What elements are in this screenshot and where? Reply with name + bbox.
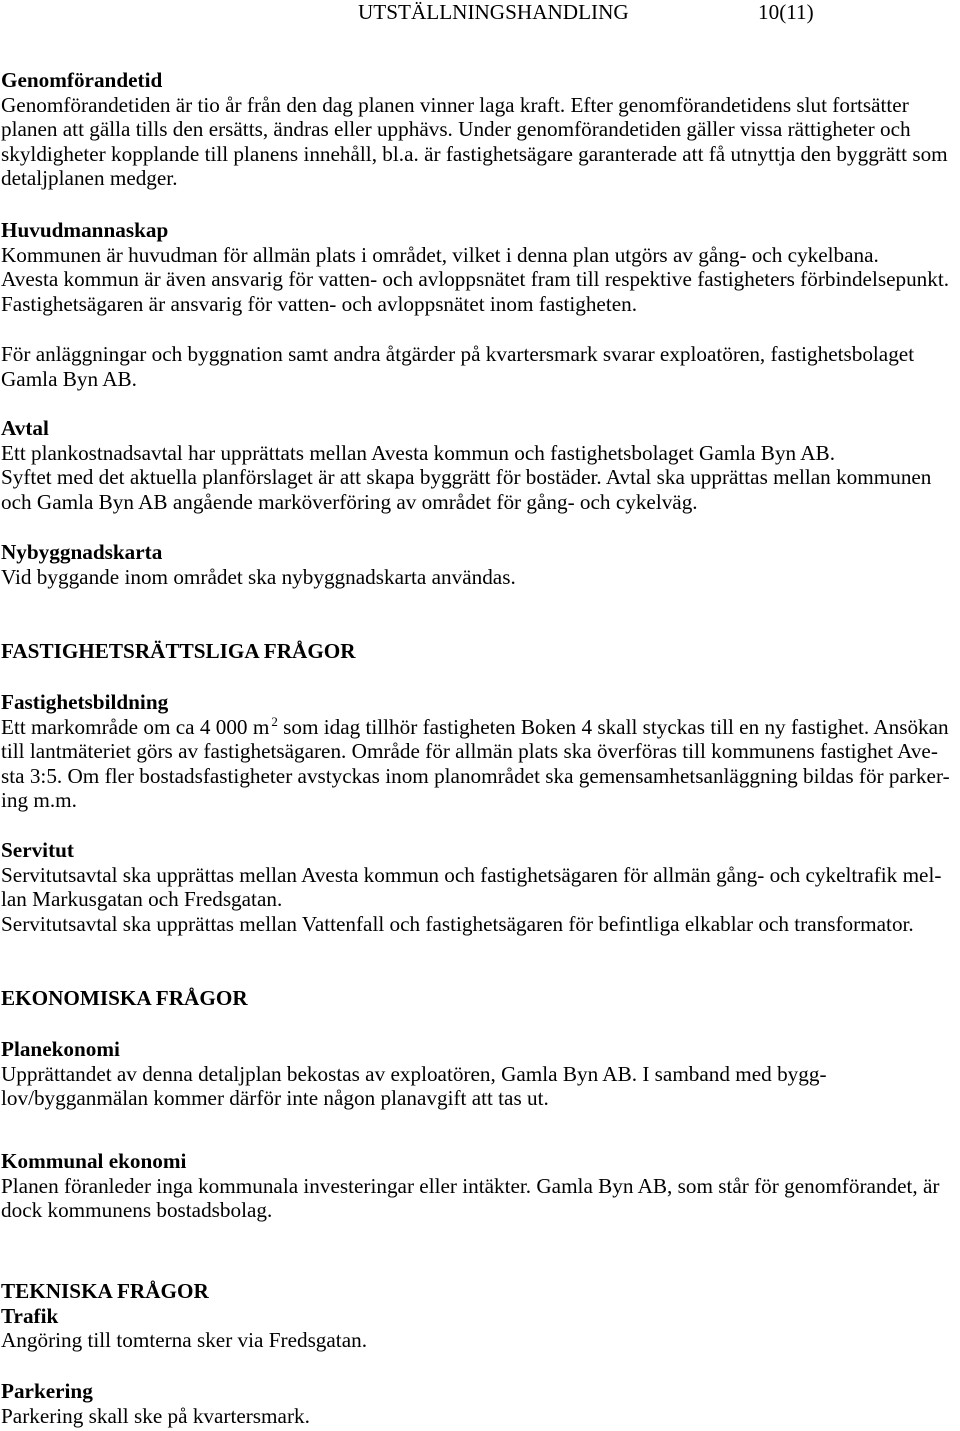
- huvudmannaskap-text-line: För anläggningar och byggnation samt andra åtgärder på kvartersmark svarar exploatören, fastighetsbolaget: [1, 342, 915, 366]
- planekonomi-text-line: lov/bygganmälan kommer därför inte någon planavgift att tas ut.: [1, 1086, 549, 1111]
- huvudmannaskap-paragraph-exploatering: [1, 342, 914, 391]
- planekonomi-text-line: Upprättandet av denna detaljplan bekostas av exploatören, Gamla Byn AB. I samband med bygg-: [1, 1061, 827, 1086]
- chapter-title-fastighetsrattsliga-fragor: FASTIGHETSRÄTTSLIGA FRÅGOR: [1, 639, 356, 663]
- square-meter-superscript: 2: [271, 713, 278, 729]
- chapter-title-tekniska-fragor: TEKNISKA FRÅGOR: [1, 1279, 209, 1303]
- huvudmannaskap-heading: Huvudmannaskap: [1, 218, 169, 242]
- chapter-title-ekonomiska-fragor: EKONOMISKA FRÅGOR: [1, 986, 248, 1010]
- document-header-title: UTSTÄLLNINGSHANDLING: [358, 0, 629, 24]
- section-huvudmannaskap: [1, 218, 949, 316]
- avtal-text-line: Syftet med det aktuella planförslaget är att skapa byggrätt för bostäder. Avtal ska upprättas mellan kommunen: [1, 465, 932, 490]
- fastighetsbildning-text-line: [1, 715, 950, 740]
- servitut-text-line: Servitutsavtal ska upprättas mellan Avesta kommun och fastighetsägaren för allmän gång- och cykeltrafik mel-: [1, 862, 942, 887]
- trafik-heading: Trafik: [1, 1303, 59, 1328]
- fastighetsbildning-text-line: sta 3:5. Om fler bostadsfastigheter avstyckas inom planområdet ska gemensamhetsanläggning bildas för parker-: [1, 763, 950, 788]
- fastighetsbildning-text-line: till lantmäteriet görs av fastighetsägaren. Område för allmän plats ska överföras till kommunens fastighet Ave-: [1, 739, 938, 764]
- genomforandetid-text-line: Genomförandetiden är tio år från den dag planen vinner laga kraft. Efter genomförandetidens slut fortsätter: [1, 92, 909, 117]
- huvudmannaskap-text-line: Avesta kommun är även ansvarig för vatten- och avloppsnätet fram till respektive fastigheters förbindelsepunkt.: [1, 267, 950, 292]
- genomforandetid-text-line: detaljplanen medger.: [1, 166, 178, 191]
- section-avtal: [1, 416, 931, 514]
- section-kommunal-ekonomi: [1, 1149, 939, 1223]
- fastighetsbildning-text-before-unit: Ett markområde om ca 4 000 m: [1, 714, 270, 739]
- avtal-text-line: och Gamla Byn AB angående marköverföring av området för gång- och cykelväg.: [1, 489, 698, 514]
- fastighetsbildning-text-line: ing m.m.: [1, 788, 77, 813]
- section-planekonomi: [1, 1037, 827, 1111]
- fastighetsbildning-heading: Fastighetsbildning: [1, 690, 169, 714]
- nybyggnadskarta-text-line: Vid byggande inom området ska nybyggnadskarta användas.: [1, 564, 516, 589]
- avtal-heading: Avtal: [1, 416, 49, 440]
- section-parkering: [1, 1379, 310, 1428]
- trafik-text-line: Angöring till tomterna sker via Fredsgatan.: [1, 1328, 367, 1353]
- chapter-fastighetsrattsliga-fragor: [1, 639, 356, 664]
- chapter-ekonomiska-fragor: [1, 986, 248, 1011]
- servitut-heading: Servitut: [1, 838, 74, 862]
- section-nybyggnadskarta: [1, 540, 516, 589]
- genomforandetid-text-line: skyldigheter kopplande till planens innehåll, bl.a. är fastighetsägare garanterade att få utnyttja den byggrätt som: [1, 141, 948, 166]
- servitut-text-line: Servitutsavtal ska upprättas mellan Vattenfall och fastighetsägaren för befintliga elkablar och transformator.: [1, 911, 914, 936]
- huvudmannaskap-text-line: Fastighetsägaren är ansvarig för vatten- och avloppsnätet inom fastigheten.: [1, 291, 638, 316]
- parkering-text-line: Parkering skall ske på kvartersmark.: [1, 1403, 310, 1428]
- kommunal-ekonomi-heading: Kommunal ekonomi: [1, 1149, 187, 1173]
- kommunal-ekonomi-text-line: dock kommunens bostadsbolag.: [1, 1198, 273, 1223]
- parkering-heading: Parkering: [1, 1379, 93, 1403]
- section-servitut: [1, 838, 941, 936]
- planekonomi-heading: Planekonomi: [1, 1037, 120, 1061]
- genomforandetid-heading: Genomförandetid: [1, 68, 163, 92]
- section-fastighetsbildning: [1, 690, 950, 813]
- huvudmannaskap-text-line: Kommunen är huvudman för allmän plats i området, vilket i denna plan utgörs av gång- och cykelbana.: [1, 242, 879, 267]
- nybyggnadskarta-heading: Nybyggnadskarta: [1, 540, 163, 564]
- kommunal-ekonomi-text-line: Planen föranleder inga kommunala investeringar eller intäkter. Gamla Byn AB, som står för genomförandet, är: [1, 1173, 940, 1198]
- fastighetsbildning-text-after-unit: som idag tillhör fastigheten Boken 4 skall styckas till en ny fastighet. Ansökan: [277, 714, 949, 739]
- huvudmannaskap-text-line: Gamla Byn AB.: [1, 366, 137, 391]
- genomforandetid-text-line: planen att gälla tills den ersätts, ändras eller upphävs. Under genomförandetiden gäller vissa rättigheter och: [1, 117, 911, 142]
- section-genomforandetid: [1, 68, 948, 191]
- chapter-tekniska-fragor: [1, 1279, 367, 1353]
- avtal-text-line: Ett plankostnadsavtal har upprättats mellan Avesta kommun och fastighetsbolaget Gamla Byn AB.: [1, 440, 835, 465]
- servitut-text-line: lan Markusgatan och Fredsgatan.: [1, 887, 283, 912]
- page-number: 10(11): [758, 0, 814, 24]
